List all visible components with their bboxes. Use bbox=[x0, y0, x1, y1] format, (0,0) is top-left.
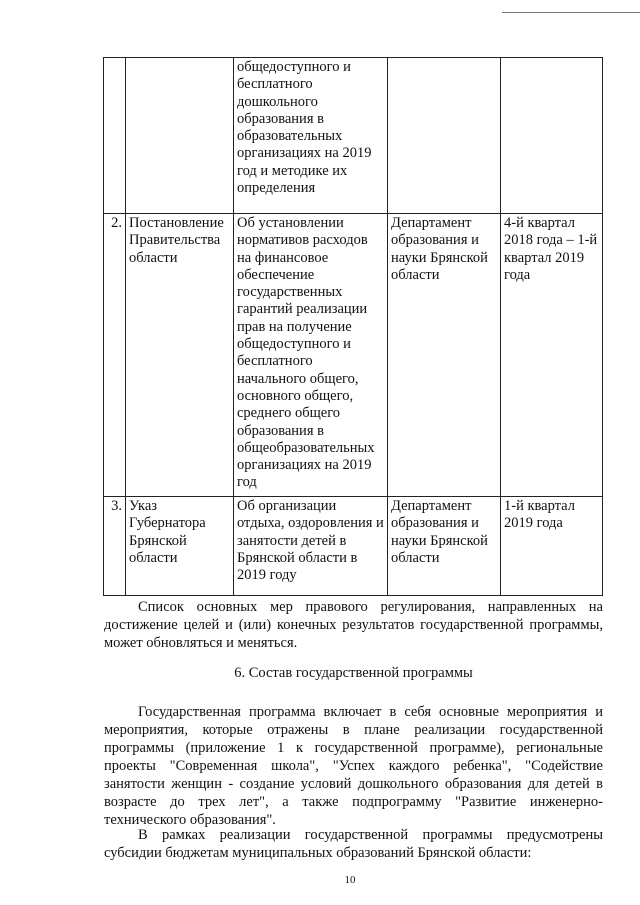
document-subject: Об установлении нормативов расходов на финансовое обеспечение государственных гарантий реализации прав на получение общедоступного и бесплатного начального общего, основного общего, среднего общего образования в общеобразовательных организациях на 2019 год bbox=[234, 214, 388, 497]
executor: Департамент образования и науки Брянской области bbox=[388, 497, 501, 596]
row-number: 3. bbox=[104, 497, 126, 596]
legal-measures-table bbox=[103, 57, 603, 596]
document-type: Постановление Правительства области bbox=[126, 214, 234, 497]
row-number bbox=[104, 58, 126, 214]
subsidies-paragraph: В рамках реализации государственной программы предусмотрены субсидии бюджетам муниципальных образований Брянской области: bbox=[104, 827, 603, 861]
deadline: 1-й квартал 2019 года bbox=[501, 497, 603, 596]
document-subject: Об организации отдыха, оздоровления и занятости детей в Брянской области в 2019 году bbox=[234, 497, 388, 596]
top-rule bbox=[502, 12, 640, 13]
table-row bbox=[104, 497, 603, 596]
table-row bbox=[104, 214, 603, 497]
page-number: 10 bbox=[344, 874, 356, 886]
document-type: Указ Губернатора Брянской области bbox=[126, 497, 234, 596]
composition-paragraph: Государственная программа включает в себя основные мероприятия и мероприятия, которые отражены в плане реализации государственной программы (приложение 1 к государственной программе), региональные проекты "Современная школа", "Успех каждого ребенка", "Содействие занятости женщин - создание условий дошкольного образования для детей в возрасте до трех лет", а также подпрограмму "Развитие инженерно-технического образования". bbox=[104, 704, 603, 828]
list-note-paragraph: Список основных мер правового регулирования, направленных на достижение целей и (или) конечных результатов государственной программы, может обновляться и меняться. bbox=[104, 599, 603, 651]
executor bbox=[388, 58, 501, 214]
document-subject: общедоступного и бесплатного дошкольного образования в образовательных организациях на 2019 год и методике их определения bbox=[234, 58, 388, 214]
document-type bbox=[126, 58, 234, 214]
section-heading: 6. Состав государственной программы bbox=[234, 665, 473, 681]
executor: Департамент образования и науки Брянской области bbox=[388, 214, 501, 497]
deadline bbox=[501, 58, 603, 214]
row-number: 2. bbox=[104, 214, 126, 497]
deadline: 4-й квартал 2018 года – 1-й квартал 2019 года bbox=[501, 214, 603, 497]
table-row bbox=[104, 58, 603, 214]
